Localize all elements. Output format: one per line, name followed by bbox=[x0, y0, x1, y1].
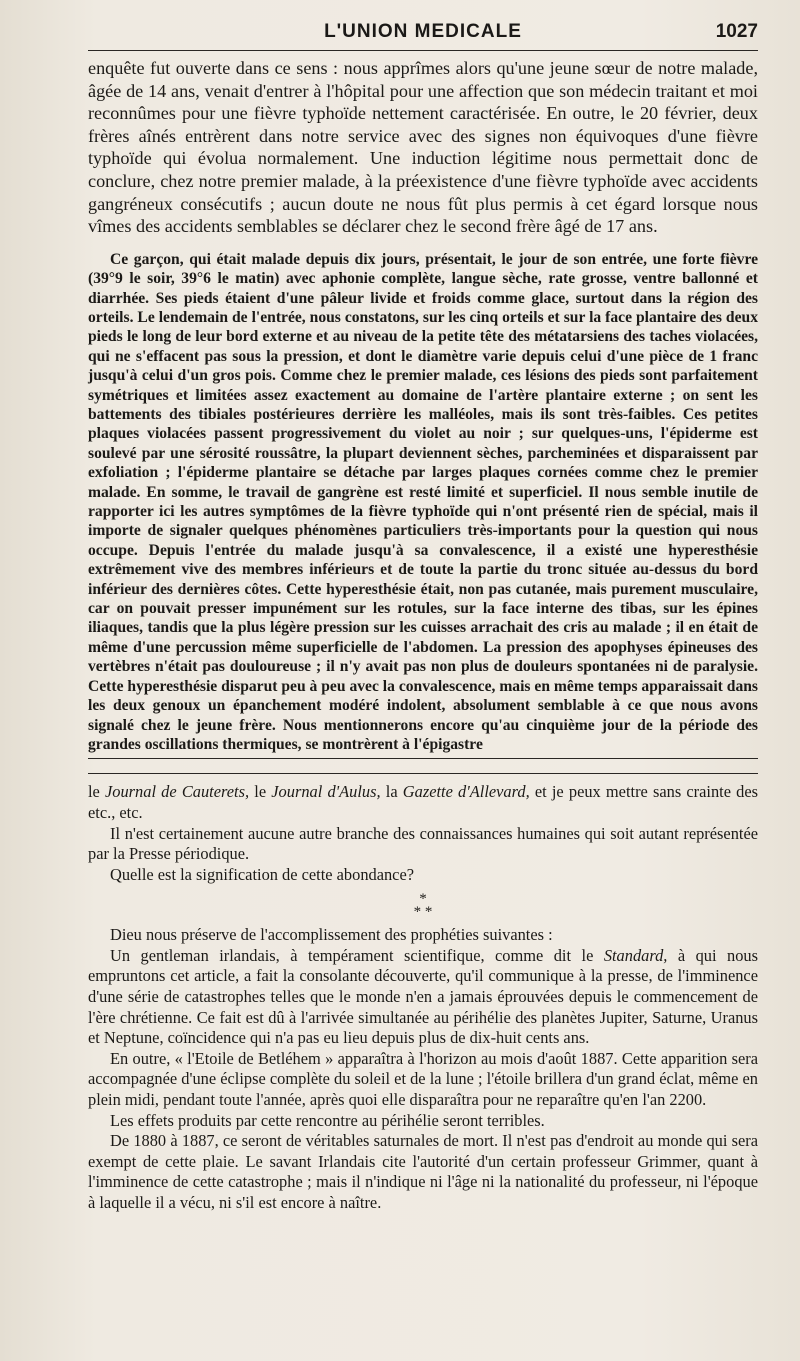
gazette-allevard: Gazette d'Allevard, bbox=[402, 782, 530, 802]
journal-title: L'UNION MEDICALE bbox=[324, 21, 522, 42]
journal-aulus: Journal d'Aulus, bbox=[271, 782, 381, 802]
feuilleton bbox=[88, 782, 758, 1213]
branche-paragraph: Il n'est certainement aucune autre branche des connaissances humaines qui soit autant représentée par la Presse périodique. bbox=[88, 823, 758, 864]
asterism: * * * bbox=[413, 891, 433, 921]
page-header bbox=[88, 14, 758, 51]
journals-paragraph: le Journal de Cauterets, le Journal d'Aulus, la Gazette d'Allevard, et je peux mettre sans crainte des etc., etc. bbox=[88, 782, 759, 822]
lead-paragraph: enquête fut ouverte dans ce sens : nous apprîmes alors qu'une jeune sœur de notre malade, âgée de 14 ans, venait d'entrer à l'hôpital pour une affection que son médecin traitant et moi reconnûmes pour une fièvre typhoïde nettement caractérisée. En outre, le 20 février, deux frères aînés entrèrent dans notre service avec des signes non équivoques d'une fièvre typhoïde qui évolua normalement. Une induction légitime nous permettait donc de conclure, chez notre premier malade, à la préexistence d'une fièvre typhoïde avec accidents gangréneux consécutifs ; aucun doute ne nous fût plus permis à cet égard lorsque nous vîmes des accidents semblables se déclarer chez le second frère âgé de 17 ans. bbox=[88, 58, 758, 237]
section-divider bbox=[88, 758, 758, 759]
effets-paragraph: Les effets produits par cette rencontre au périhélie seront terribles. bbox=[110, 1110, 545, 1130]
page-number: 1027 bbox=[715, 21, 758, 42]
standard-title: Standard, bbox=[603, 945, 668, 965]
journal-cauterets: Journal de Cauterets, bbox=[105, 782, 250, 802]
dieu-paragraph: Dieu nous préserve de l'accomplissement des prophéties suivantes : bbox=[110, 925, 553, 945]
question-paragraph: Quelle est la signification de cette abondance? bbox=[110, 864, 415, 884]
etoile-paragraph: En outre, « l'Etoile de Betléhem » apparaîtra à l'horizon au mois d'août 1887. Cette apparition sera accompagnée d'une éclipse complète du soleil et de la lune ; l'étoile brillera d'un grand éclat, même en plein midi, pendant toute l'année, après quoi elle disparaîtra pour ne reparaître qu'en l'an 2200. bbox=[88, 1048, 758, 1110]
gentleman-paragraph: Un gentleman irlandais, à tempérament scientifique, comme dit le Standard, à qui nous empruntons cet article, a fait la consolante découverte, qu'il communique à la presse, de l'imminence d'une série de catastrophes telles que le monde n'en a jamais éprouvées depuis le commencement de l'ère chrétienne. Ce fait est dû à l'arrivée simultanée au périhélie des planètes Jupiter, Saturne, Uranus et Neptune, coïncidence qui n'a pas eu lieu depuis plus de dix-huit cents ans. bbox=[88, 945, 758, 1048]
case-paragraph: Ce garçon, qui était malade depuis dix jours, présentait, le jour de son entrée, une forte fièvre (39°9 le soir, 39°6 le matin) avec aphonie complète, langue sèche, rate grosse, ventre ballonné et diarrhée. Ses pieds étaient d'une pâleur livide et froids comme glace, surtout dans la région des orteils. Le lendemain de l'entrée, nous constatons, sur les cinq orteils et sur la face plantaire des deux pieds le long de leur bord externe et au niveau de la petite tête des métatarsiens des taches violacées, qui ne s'effacent pas sous la pression, et dont le diamètre varie depuis celui d'une pièce de 1 franc jusqu'à celui d'un gros pois. Comme chez le premier malade, ces lésions des pieds sont parfaitement symétriques et limitées assez exactement au domaine de l'artère plantaire externe ; on sent les battements des tibiales postérieures derrière les malléoles, mais ils sont très-faibles. Ces petites plaques violacées passent progressivement du violet au noir ; sur quelques-uns, l'épiderme est soulevé par une sérosité roussâtre, la plupart deviennent sèches, parcheminées et disparaissent par exfoliation ; l'épiderme plantaire se détache par larges plaques cornées comme chez le premier malade. En somme, le travail de gangrène est resté limité et superficiel. Il nous semble inutile de rapporter ici les autres symptômes de la fièvre typhoïde qui n'ont présenté rien de spécial, mais il importe de signaler quelques phénomènes particuliers très-importants pour la question qui nous occupe. Depuis l'entrée du malade jusqu'à sa convalescence, il a existé une hyperesthésie extrêmement vive des membres inférieurs et de toute la partie du tronc située au-dessus du bord inférieur des dernières côtes. Cette hyperesthésie était, non pas cutanée, mais purement musculaire, car on pouvait presser impunément sur les rotules, sur la face interne des tibas, sur les épines iliaques, tandis que la plus légère pression sur les cuisses arrachait des cris au malade ; il en était de même d'une percussion même superficielle de l'abdomen. La pression des apophyses épineuses des vertèbres n'était pas douloureuse ; il n'y avait pas non plus de douleurs spontanées ni de paralysie. Cette hyperesthésie disparut peu à peu avec la convalescence, mais en même temps apparaissait dans les deux genoux un épanchement modéré indolent, absolument semblable à ce que nous avons signalé chez le jeune frère. Nous mentionnerons encore qu'au cinquième jour de la période des grandes oscillations thermiques, se montrèrent à l'épigastre bbox=[88, 250, 758, 753]
feuilleton-divider bbox=[88, 773, 758, 774]
case-report bbox=[88, 250, 758, 755]
annees-paragraph: De 1880 à 1887, ce seront de véritables saturnales de mort. Il n'est pas d'endroit au monde qui sera exempt de cette plaie. Le savant Irlandais cite l'autorité d'un certain professeur Grimmer, quant à l'imminence de cette catastrophe ; mais il n'indique ni l'âge ni la nationalité du professeur, ni l'époque à laquelle il a vécu, ni s'il est encore à naître. bbox=[88, 1131, 758, 1212]
